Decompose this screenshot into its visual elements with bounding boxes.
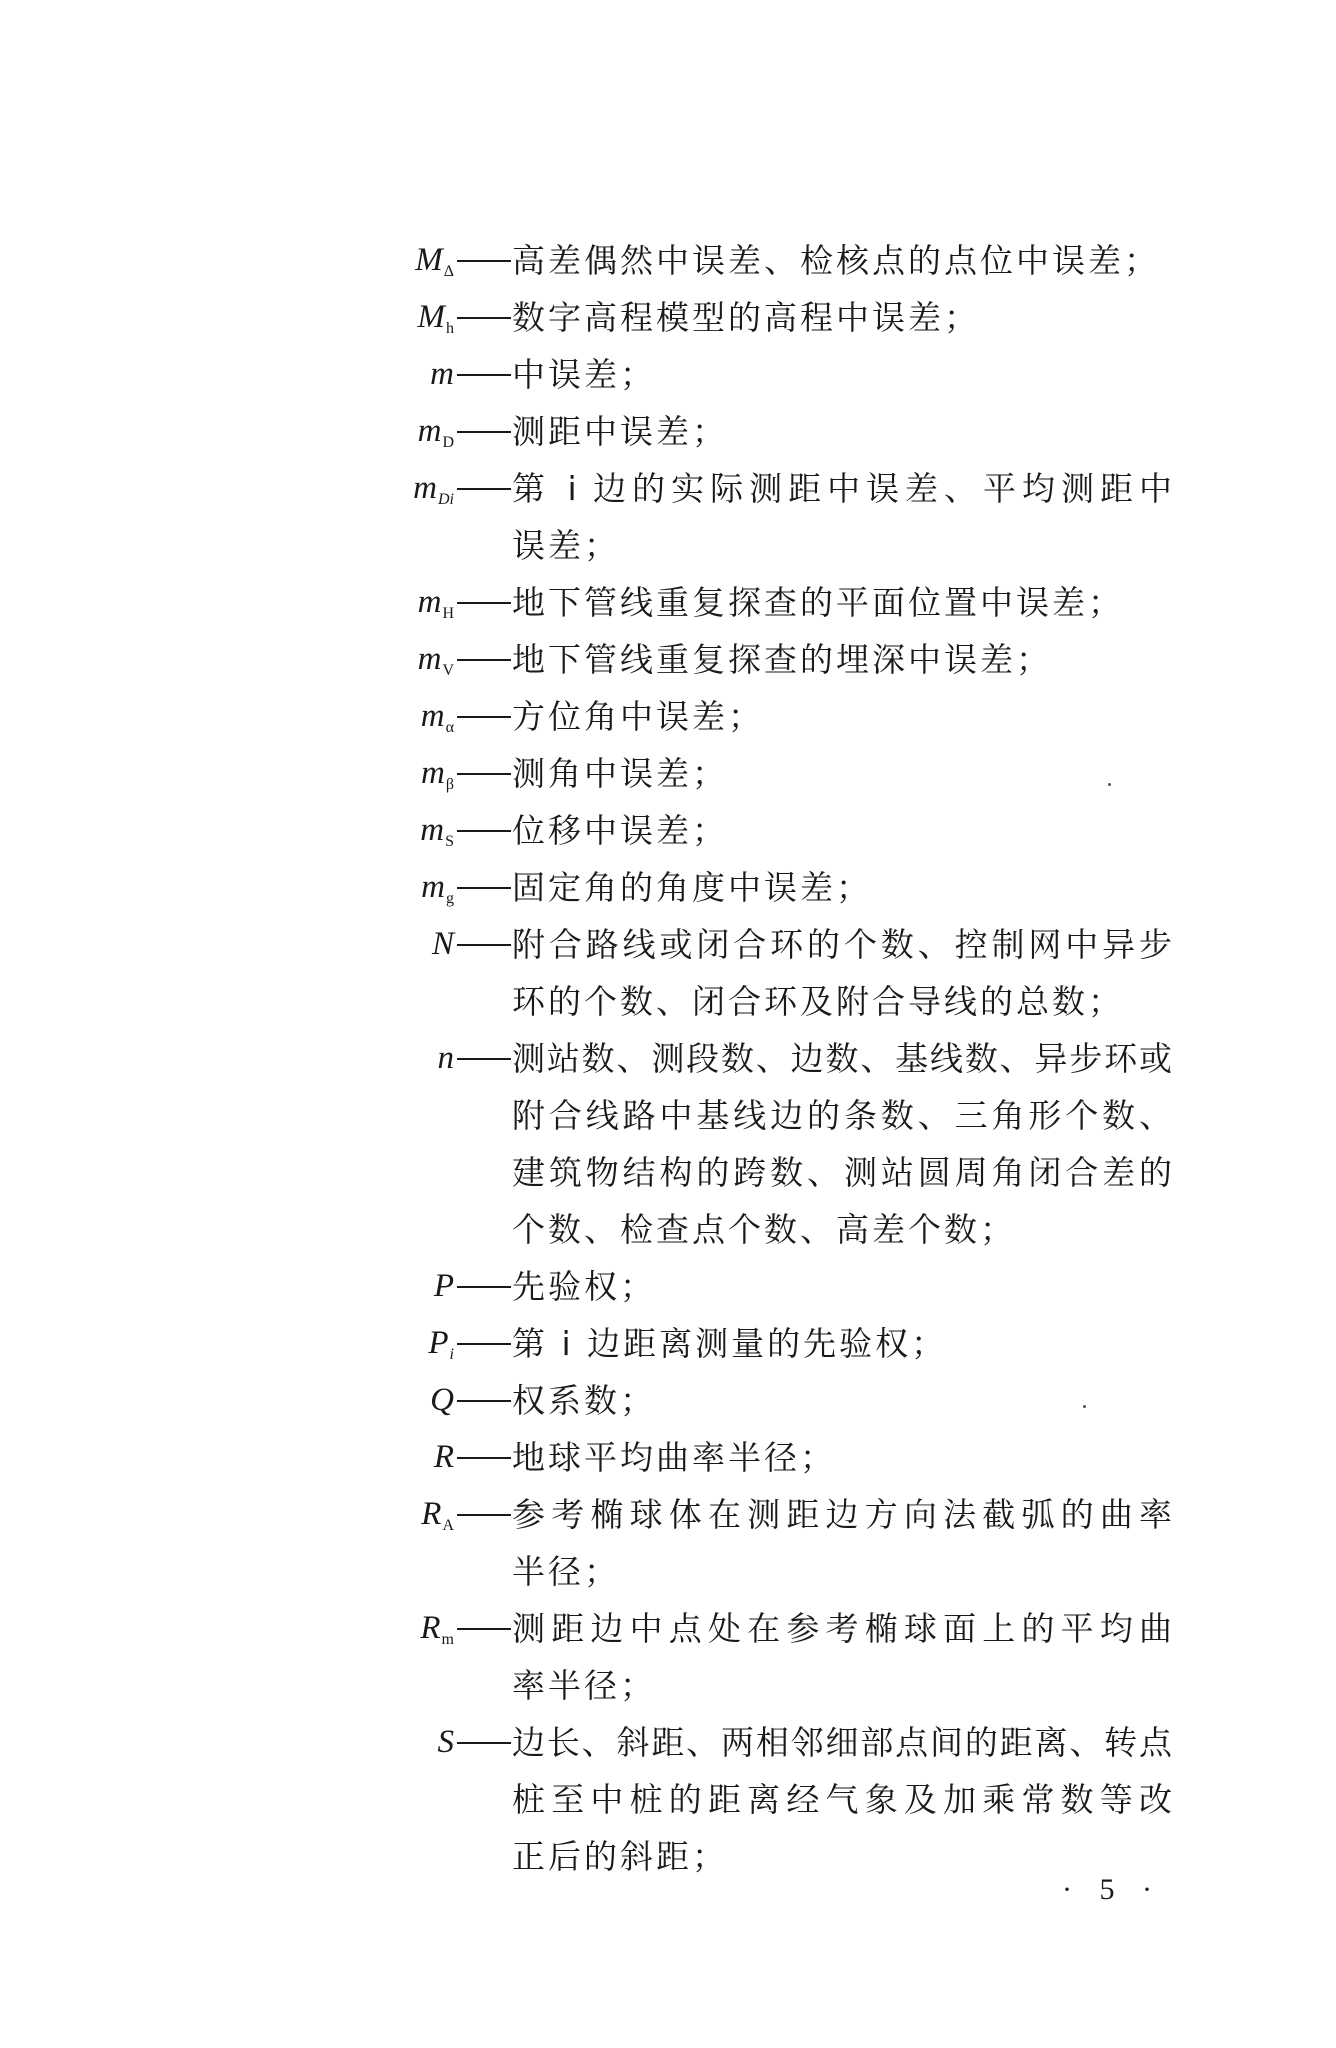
description-line: 方位角中误差； [512, 697, 764, 736]
symbol-letter: m [420, 812, 445, 848]
symbol-letter: R [421, 1496, 442, 1532]
symbol-description [512, 1600, 1172, 1714]
symbol-entry [0, 688, 1336, 745]
symbol-entry [0, 460, 1336, 574]
em-dash-separator [456, 574, 512, 631]
symbol [0, 289, 456, 346]
symbol-entry [0, 859, 1336, 916]
symbol [0, 1030, 456, 1087]
symbol-description [512, 916, 1172, 1030]
em-dash-separator [456, 631, 512, 688]
symbol-description [512, 802, 1172, 859]
symbol-subscript: H [442, 605, 454, 622]
description-line: 测距中误差； [512, 412, 728, 451]
em-dash-separator [456, 1714, 512, 1771]
description-line: 测距边中点处在参考椭球面上的平均曲 [512, 1609, 1172, 1648]
symbol-definition-list [0, 232, 1336, 1885]
symbol-letter: m [430, 356, 454, 392]
symbol-entry [0, 1600, 1336, 1714]
description-line: 率半径； [512, 1666, 656, 1705]
symbol-letter: S [437, 1724, 454, 1760]
symbol [0, 745, 456, 802]
description-line: 建筑物结构的跨数、测站圆周角闭合差的 [512, 1153, 1172, 1192]
em-dash-separator [456, 802, 512, 859]
symbol-description [512, 1258, 1172, 1315]
symbol-description [512, 346, 1172, 403]
description-line: 中误差； [512, 355, 656, 394]
em-dash-separator [456, 1429, 512, 1486]
description-line: 地下管线重复探查的埋深中误差； [512, 640, 1052, 679]
em-dash-separator [456, 289, 512, 346]
symbol-entry [0, 403, 1336, 460]
description-line: 个数、检查点个数、高差个数； [512, 1210, 1016, 1249]
description-line: 附合线路中基线边的条数、三角形个数、 [512, 1096, 1172, 1135]
symbol-description [512, 460, 1172, 574]
symbol-subscript: α [445, 719, 454, 736]
symbol [0, 688, 456, 745]
symbol-description [512, 1030, 1172, 1258]
symbol [0, 631, 456, 688]
symbol [0, 916, 456, 973]
symbol [0, 1372, 456, 1429]
symbol-entry [0, 1429, 1336, 1486]
symbol [0, 1315, 456, 1372]
em-dash-separator [456, 745, 512, 802]
description-line: 附合路线或闭合环的个数、控制网中异步 [512, 925, 1172, 964]
symbol-entry [0, 1372, 1336, 1429]
em-dash-separator [456, 916, 512, 973]
em-dash-separator [456, 1600, 512, 1657]
symbol-entry [0, 1258, 1336, 1315]
symbol-entry [0, 574, 1336, 631]
description-line: 半径； [512, 1552, 620, 1591]
description-line: 高差偶然中误差、检核点的点位中误差； [512, 241, 1160, 280]
symbol-letter: R [420, 1610, 441, 1646]
scan-speck [1083, 1405, 1086, 1408]
em-dash-separator [456, 1258, 512, 1315]
symbol-letter: m [413, 470, 437, 506]
symbol-description [512, 1372, 1172, 1429]
symbol-description [512, 631, 1172, 688]
scan-speck [1108, 783, 1111, 786]
symbol-description [512, 1486, 1172, 1600]
description-line: 边长、斜距、两相邻细部点间的距离、转点 [512, 1723, 1172, 1762]
em-dash-separator [456, 232, 512, 289]
em-dash-separator [456, 1486, 512, 1543]
symbol-subscript: β [445, 776, 454, 793]
symbol-entry [0, 1486, 1336, 1600]
symbol-subscript: g [446, 890, 454, 907]
symbol-letter: P [433, 1268, 454, 1304]
description-line: 地球平均曲率半径； [512, 1438, 836, 1477]
symbol-subscript: Δ [443, 263, 454, 280]
symbol [0, 1714, 456, 1771]
em-dash-separator [456, 859, 512, 916]
em-dash-separator [456, 688, 512, 745]
symbol-entry [0, 289, 1336, 346]
description-line: 第 i 边距离测量的先验权； [512, 1324, 948, 1363]
symbol [0, 403, 456, 460]
symbol-letter: N [431, 926, 454, 962]
symbol-entry [0, 631, 1336, 688]
description-line: 位移中误差； [512, 811, 728, 850]
symbol-letter: P [428, 1325, 449, 1361]
description-line: 桩至中桩的距离经气象及加乘常数等改 [512, 1780, 1172, 1819]
symbol-letter: m [421, 755, 445, 791]
page-number: · 5 · [1062, 1873, 1162, 1906]
description-line: 固定角的角度中误差； [512, 868, 872, 907]
symbol [0, 1429, 456, 1486]
symbol-description [512, 1714, 1172, 1885]
em-dash-separator [456, 346, 512, 403]
symbol-subscript: A [442, 1517, 454, 1534]
symbol [0, 1258, 456, 1315]
symbol [0, 859, 456, 916]
symbol-letter: m [417, 413, 442, 449]
symbol-entry [0, 802, 1336, 859]
description-line: 参考椭球体在测距边方向法截弧的曲率 [512, 1495, 1172, 1534]
symbol-description [512, 688, 1172, 745]
em-dash-separator [456, 403, 512, 460]
symbol [0, 1486, 456, 1543]
symbol [0, 232, 456, 289]
symbol-description [512, 232, 1172, 289]
symbol [0, 574, 456, 631]
symbol-letter: R [433, 1439, 454, 1475]
description-line: 测角中误差； [512, 754, 728, 793]
description-line: 误差； [512, 526, 620, 565]
symbol-letter: m [421, 869, 445, 905]
description-line: 地下管线重复探查的平面位置中误差； [512, 583, 1124, 622]
symbol-subscript: h [446, 320, 454, 337]
symbol-letter: m [420, 698, 445, 734]
symbol-subscript: Di [438, 491, 454, 508]
symbol-entry [0, 1315, 1336, 1372]
symbol-description [512, 859, 1172, 916]
description-line: 正后的斜距； [512, 1837, 728, 1876]
em-dash-separator [456, 460, 512, 517]
symbol-subscript: m [441, 1631, 454, 1648]
em-dash-separator [456, 1315, 512, 1372]
symbol-letter: M [417, 299, 445, 335]
symbol-subscript: i [449, 1346, 454, 1363]
symbol-letter: Q [430, 1382, 454, 1418]
em-dash-separator [456, 1030, 512, 1087]
symbol-entry [0, 1714, 1336, 1885]
symbol-subscript: V [442, 662, 454, 679]
symbol-entry [0, 745, 1336, 802]
symbol-description [512, 289, 1172, 346]
symbol-entry [0, 232, 1336, 289]
symbol-letter: n [437, 1040, 454, 1076]
symbol-letter: m [417, 641, 442, 677]
symbol [0, 460, 456, 517]
description-line: 权系数； [512, 1381, 656, 1420]
description-line: 先验权； [512, 1267, 656, 1306]
symbol-letter: m [417, 584, 442, 620]
symbol [0, 802, 456, 859]
description-line: 环的个数、闭合环及附合导线的总数； [512, 982, 1124, 1021]
symbol-subscript: S [445, 833, 454, 850]
symbol-description [512, 745, 1172, 802]
symbol [0, 1600, 456, 1657]
em-dash-separator [456, 1372, 512, 1429]
description-line: 数字高程模型的高程中误差； [512, 298, 980, 337]
symbol [0, 346, 456, 403]
symbol-entry [0, 346, 1336, 403]
description-line: 测站数、测段数、边数、基线数、异步环或 [512, 1039, 1172, 1078]
symbol-description [512, 403, 1172, 460]
symbol-entry [0, 1030, 1336, 1258]
symbol-description [512, 1429, 1172, 1486]
symbol-entry [0, 916, 1336, 1030]
symbol-description [512, 574, 1172, 631]
description-line: 第 i 边的实际测距中误差、平均测距中 [512, 469, 1172, 508]
symbol-subscript: D [442, 434, 454, 451]
symbol-description [512, 1315, 1172, 1372]
symbol-letter: M [415, 242, 443, 278]
